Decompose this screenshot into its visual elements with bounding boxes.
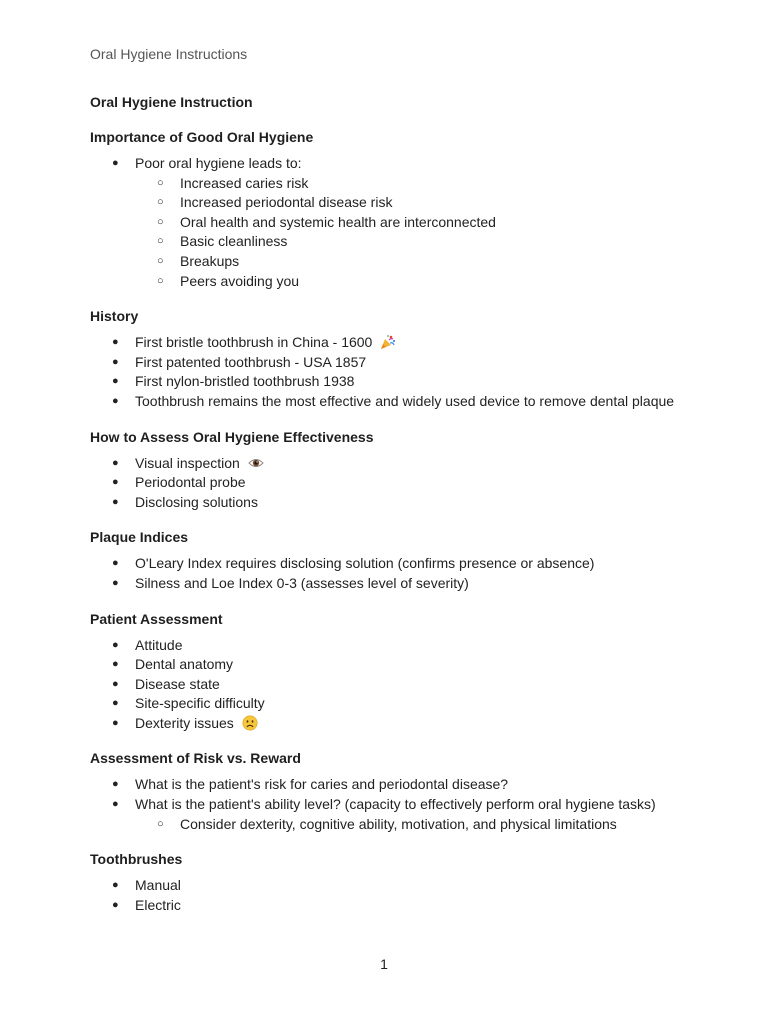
bullet-marker: ●	[112, 697, 119, 710]
section-toothbrushes	[90, 849, 710, 915]
list-item	[90, 353, 710, 373]
sub-bullet-marker: ○	[157, 196, 164, 209]
list-item-text: Disease state	[135, 675, 220, 692]
sub-list-item	[135, 815, 710, 835]
bullet-marker: ●	[112, 456, 119, 469]
list-item-text: What is the patient's ability level? (capacity to effectively perform oral hygiene tasks)	[135, 796, 656, 813]
list-item-text: Poor oral hygiene leads to:	[135, 155, 302, 171]
list-item-text: Dental anatomy	[135, 656, 234, 673]
bullet-marker: ●	[112, 355, 119, 368]
section-heading: How to Assess Oral Hygiene Effectiveness	[90, 428, 374, 445]
bullet-marker: ●	[112, 778, 119, 791]
list-item	[90, 655, 710, 675]
list-item-text: Toothbrush remains the most effective and widely used device to remove dental plaque	[135, 392, 675, 409]
bullet-marker: ●	[112, 394, 119, 407]
bullet-marker: ●	[112, 898, 119, 911]
sub-list-item-text: Peers avoiding you	[180, 272, 300, 289]
sub-list-item-text: Consider dexterity, cognitive ability, motivation, and physical limitations	[180, 815, 617, 832]
list-item-text: Dexterity issues	[135, 714, 234, 731]
section-history	[90, 306, 710, 411]
sub-bullet-marker: ○	[157, 274, 164, 287]
list-item	[90, 795, 710, 834]
section-importance	[90, 127, 710, 291]
sub-bullet-marker: ○	[157, 235, 164, 248]
list-item-text: First bristle toothbrush in China - 1600	[135, 334, 373, 351]
list-item-text: Disclosing solutions	[135, 493, 258, 510]
section-heading: Patient Assessment	[90, 610, 223, 627]
bullet-marker: ●	[112, 557, 119, 570]
list-item	[90, 392, 710, 412]
bullet-marker: ●	[112, 798, 119, 811]
bullet-marker: ●	[112, 576, 119, 589]
sub-list-item-text: Increased caries risk	[180, 174, 309, 191]
list-item-text: First patented toothbrush - USA 1857	[135, 353, 367, 370]
bullet-marker: ●	[112, 336, 119, 349]
list-item-text: Visual inspection	[135, 454, 240, 471]
list-item-text: Periodontal probe	[135, 474, 246, 491]
bullet-marker: ●	[112, 716, 119, 729]
sub-list-item	[135, 272, 710, 292]
list-item	[90, 574, 710, 594]
sub-list-item-text: Oral health and systemic health are interconnected	[180, 213, 496, 230]
list-item	[90, 473, 710, 493]
section-heading: Assessment of Risk vs. Reward	[90, 750, 301, 767]
list-item-text: Electric	[135, 896, 181, 913]
frowning-face-icon	[242, 715, 258, 731]
section-heading: Plaque Indices	[90, 529, 189, 546]
sub-list-item	[135, 174, 710, 194]
list-item	[90, 454, 710, 474]
list-item	[90, 775, 710, 795]
bullet-marker: ●	[112, 658, 119, 671]
bullet-marker: ●	[112, 638, 119, 651]
sub-bullet-marker: ○	[157, 176, 164, 189]
bullet-list	[90, 154, 710, 291]
list-item	[90, 372, 710, 392]
list-item	[90, 154, 710, 291]
section-risk-vs-reward	[90, 748, 710, 834]
list-item-text: First nylon-bristled toothbrush 1938	[135, 373, 355, 390]
bullet-list	[90, 454, 710, 513]
sub-bullet-list	[135, 174, 710, 292]
section-plaque-indices	[90, 527, 710, 593]
document-body	[90, 92, 710, 930]
list-item-text: O'Leary Index requires disclosing solution (confirms presence or absence)	[135, 555, 595, 572]
list-item-text: Site-specific difficulty	[135, 695, 265, 712]
sub-bullet-marker: ○	[157, 254, 164, 267]
bullet-list	[90, 554, 710, 593]
list-item	[90, 694, 710, 714]
list-item	[90, 333, 710, 353]
sub-list-item-text: Breakups	[180, 252, 240, 269]
bullet-marker: ●	[112, 879, 119, 892]
sub-list-item	[135, 213, 710, 233]
sub-list-item	[135, 252, 710, 272]
bullet-list	[90, 876, 710, 915]
list-item	[90, 636, 710, 656]
sub-bullet-list	[135, 815, 710, 835]
sub-bullet-marker: ○	[157, 817, 164, 830]
bullet-list	[90, 636, 710, 734]
list-item	[90, 876, 710, 896]
section-heading: History	[90, 308, 139, 325]
sub-bullet-marker: ○	[157, 215, 164, 228]
section-heading: Toothbrushes	[90, 851, 183, 868]
bullet-marker: ●	[112, 476, 119, 489]
page-header: Oral Hygiene Instructions	[90, 46, 248, 62]
page-number: 1	[380, 956, 388, 972]
section-heading: Importance of Good Oral Hygiene	[90, 129, 314, 145]
eye-icon	[248, 455, 264, 471]
sub-list-item-text: Basic cleanliness	[180, 233, 288, 250]
list-item-text: Manual	[135, 877, 181, 894]
bullet-marker: ●	[112, 495, 119, 508]
section-assessment-effectiveness	[90, 427, 710, 513]
list-item	[90, 714, 710, 734]
document-title: Oral Hygiene Instruction	[90, 94, 253, 110]
list-item-text: What is the patient's risk for caries and periodontal disease?	[135, 776, 509, 793]
bullet-list	[90, 333, 710, 411]
list-item	[90, 554, 710, 574]
bullet-marker: ●	[112, 677, 119, 690]
bullet-marker: ●	[112, 375, 119, 388]
section-patient-assessment	[90, 609, 710, 734]
sub-list-item	[135, 232, 710, 252]
sub-list-item-text: Increased periodontal disease risk	[180, 194, 393, 211]
list-item-text: Silness and Loe Index 0-3 (assesses level of severity)	[135, 574, 469, 591]
bullet-marker: ●	[112, 157, 119, 169]
list-item	[90, 493, 710, 513]
bullet-list	[90, 775, 710, 834]
list-item-text: Attitude	[135, 636, 183, 653]
list-item	[90, 896, 710, 916]
party-popper-icon	[380, 334, 396, 350]
sub-list-item	[135, 193, 710, 213]
list-item	[90, 675, 710, 695]
